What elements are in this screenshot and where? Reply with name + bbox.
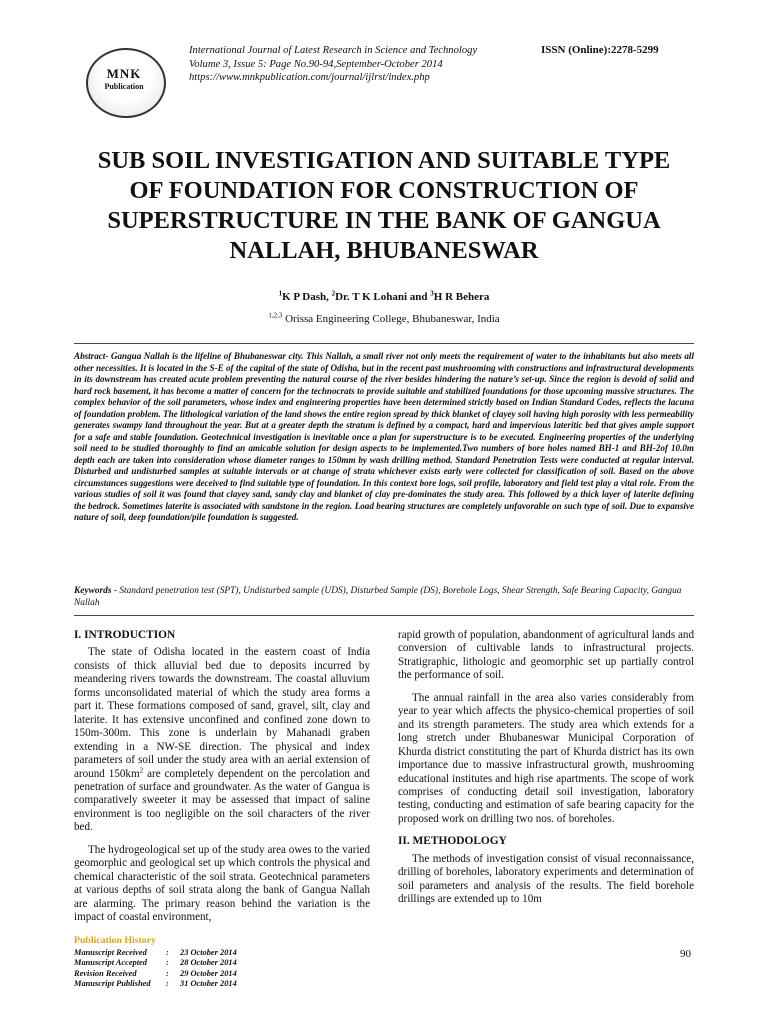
author-1: K P Dash, (282, 291, 332, 303)
history-label: Manuscript Accepted (74, 958, 147, 968)
history-sep: : (166, 968, 169, 978)
author-sup: 2 (331, 289, 336, 298)
paragraph-text: are completely dependent on the percolation and penetration of surface and groundwater. As the water of Gangua is comparatively sweeter it may be assessed that impact of saline environment is too negligible on the soil characters of the river bed. (74, 767, 370, 834)
affil-sup: 1,2,3 (268, 311, 283, 320)
publication-history (74, 936, 374, 990)
author-sup: 1 (278, 289, 283, 298)
journal-name: International Journal of Latest Research in Science and Technology (189, 45, 478, 56)
keywords-text: Standard penetration test (SPT), Undisturbed sample (UDS), Disturbed Sample (DS), Borehole Logs, Shear Strength, Safe Bearing Capacity, Gangua Nallah (74, 586, 682, 608)
title-line: OF FOUNDATION FOR CONSTRUCTION OF (129, 177, 639, 204)
page-number: 90 (680, 948, 691, 960)
right-column (398, 629, 694, 916)
table-row (74, 969, 237, 980)
keywords (74, 585, 694, 609)
title-line: SUB SOIL INVESTIGATION AND SUITABLE TYPE (97, 147, 671, 174)
publication-history-title: Publication History (74, 935, 156, 946)
history-sep: : (166, 979, 169, 989)
history-date: 31 October 2014 (180, 979, 237, 989)
keywords-label: Keywords - (74, 586, 120, 596)
history-label: Manuscript Published (74, 979, 151, 989)
affiliation (0, 313, 768, 325)
paragraph: The annual rainfall in the area also varies considerably from year to year which affects the physico-chemical properties of soil and its strength parameters. The study area which extends for a long stretch under Bhubaneswar Municipal Corporation of Khurda district constituting the part of Khurda district has its own importance due to massive infrastructural growth, mushrooming educational institutes and high rise apartments. The scope of work comprises of conducting detail soil investigation, laboratory testing, conducting and estimation of safe bearing capacity for the proposed work on drilling two nos. of boreholes. (398, 691, 694, 825)
history-sep: : (166, 958, 169, 968)
history-sep: : (166, 947, 169, 957)
journal-info (189, 44, 529, 85)
logo-text-bottom: Publication (104, 82, 144, 91)
author-2: Dr. T K Lohani and (335, 291, 431, 303)
title-line: NALLAH, BHUBANESWAR (229, 237, 539, 264)
author-3: H R Behera (433, 291, 490, 303)
paper-title (60, 146, 708, 266)
section-heading-methodology: II. METHODOLOGY (398, 835, 507, 848)
left-column (74, 629, 370, 934)
issn: ISSN (Online):2278-5299 (541, 44, 659, 56)
history-label: Manuscript Received (74, 947, 147, 957)
section-heading-introduction: I. INTRODUCTION (74, 629, 176, 641)
publisher-logo (74, 48, 174, 116)
history-date: 28 October 2014 (180, 958, 237, 968)
paragraph: The hydrogeological set up of the study area owes to the varied geomorphic and geological set up which controls the physical and chemical characteristic of the soil strata. Geotechnical parameters at various depths of soil strata along the bank of Gangua Nallah are alarming. The primary reason behind the variation is the impact of coastal environment, (74, 843, 370, 924)
abstract-top-rule (74, 343, 694, 344)
title-line: SUPERSTRUCTURE IN THE BANK OF GANGUA (107, 207, 661, 234)
superscript: 2 (139, 765, 144, 774)
publication-history-table (74, 948, 237, 990)
paragraph: The methods of investigation consist of visual reconnaissance, drilling of boreholes, laboratory experiments and determination of soil parameters and analysis of the results. The field borehole drillings are extended up to 10m (398, 852, 694, 906)
history-date: 29 October 2014 (180, 968, 237, 978)
history-date: 23 October 2014 (180, 947, 237, 957)
paragraph-text: The state of Odisha located in the eastern coast of India consists of thick alluvial bed due to deposits incurred by meandering rivers towards the downstream. The coastal alluvium forms unconsolidated material of which the study area forms a part it. These formations composed of sand, gravel, silt, clay and laterite. It has extensive unconfined and confined zone down to 150m-300m. This zone is underlain by Mahanadi graben extending in a NW-SE direction. The physical and index parameters of soil under the study area with an aerial extension of around 150km (74, 646, 370, 780)
history-label: Revision Received (74, 968, 137, 978)
paragraph: rapid growth of population, abandonment of agricultural lands and conversion of cultivable lands to infrastructural projects. Stratigraphic, lithologic and geomorphic set up partially control the performance of soil. (398, 629, 694, 682)
journal-url[interactable]: https://www.mnkpublication.com/journal/ijlrst/index.php (189, 72, 430, 84)
logo-text-top: MNK (106, 66, 142, 81)
paragraph (74, 646, 370, 834)
journal-volume: Volume 3, Issue 5: Page No.90-94,September-October 2014 (189, 58, 443, 70)
table-row (74, 948, 237, 959)
abstract: Abstract- Gangua Nallah is the lifeline of Bhubaneswar city. This Nallah, a small river not only meets the requirement of water to the inhabitants but also meets all other necessities. It is located in the S-E of the capital of the state of Odisha, but in the recent past mushrooming with constructions and infrastructural developments in its downstream has created acute problem preventing the natural course of the river besides hindering the nature’s set-up. Since the region is devoid of solid and hard rock basement, it has become a matter of concern for the technocrats to provide suitable and stabilized foundations for those upcoming massive structures. The complex behavior of the soil parameters, whose index and engineering properties have been determined strictly based on Indian Standard Codes, reflects the lacuna of foundation problem. The lithological variation of the land shows the entire region spread by thick blanket of clayey soil having high porosity with less permeability generates swampy land throughout the year. But at a greater depth the stratum is defined by a compact, hard and impervious lateritic bed that gives ample support for a safe and stable foundation. Geotechnical investigation is inevitable once a plan for superstructure is to be executed. Engineering properties of the underlying soil need to be studied thoroughly to find an amicable solution for design aspects to be implemented.Two numbers of bore holes named BH-1 and BH-2of 10.0m depth each are taken into consideration whose diameter ranges to 150mm by wash drilling method. Standard Penetration Tests were conducted at regular interval. Disturbed and undisturbed samples at suitable intervals or at change of strata whichever exists early were collected for classification of soil. Based on the above circumstances suggestions were deceived to find suitable type of foundation. In this context bore logs, soil profile, laboratory and field test play a vital role. From the various studies of soil it was found that clayey sand, sandy clay and blanket of clay pre-dominates the study area. This followed by a thick layer of laterite defining the bedrock. Sometimes laterite is associated with sandstone in the region. Load bearing structures are completely unfavorable on such type of soil. Due to expansive nature of soil, deep foundation/pile foundation is suggested. (74, 351, 694, 522)
affil-text: Orissa Engineering College, Bhubaneswar, India (282, 313, 500, 325)
abstract-bottom-rule (74, 615, 694, 616)
authors (0, 291, 768, 303)
table-row (74, 958, 237, 969)
table-row (74, 979, 237, 990)
author-sup: 3 (430, 289, 434, 298)
